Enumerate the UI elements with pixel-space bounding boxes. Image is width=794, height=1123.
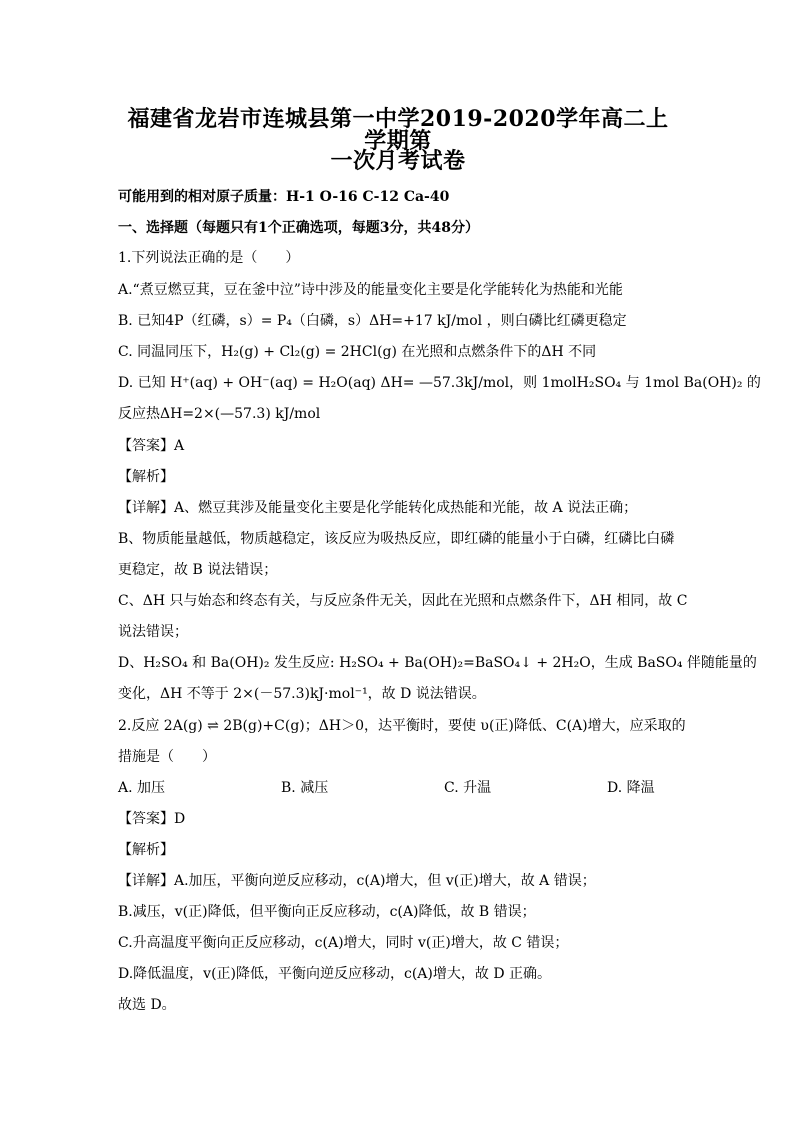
- q2-conclusion: 故选 D。: [118, 997, 176, 1013]
- q1-analysis-label: 【解析】: [118, 469, 174, 485]
- q1-option-b: B. 已知4P（红磷，s）= P₄（白磷，s）ΔH=+17 kJ/mol ，则白磷比红磷更稳定: [118, 313, 627, 329]
- q2-answer: 【答案】D: [118, 811, 186, 827]
- q2-option-a: A. 加压: [118, 780, 166, 796]
- q2-stem-line-2: 措施是（ ）: [118, 749, 216, 765]
- q1-option-c: C. 同温同压下，H₂(g) + Cl₂(g) = 2HCl(g) 在光照和点燃条件下的ΔH 不同: [118, 344, 597, 360]
- q1-detail-4: C、ΔH 只与始态和终态有关，与反应条件无关，因此在光照和点燃条件下，ΔH 相同，故 C: [118, 593, 688, 609]
- q2-detail-1: 【详解】A.加压，平衡向逆反应移动，c(A)增大，但 v(正)增大，故 A 错误；: [118, 873, 596, 889]
- q2-detail-3: C.升高温度平衡向正反应移动，c(A)增大，同时 v(正)增大，故 C 错误；: [118, 935, 569, 951]
- exam-title-line-1: 福建省龙岩市连城县第一中学2019-2020学年高二上学期第: [127, 106, 669, 154]
- q2-detail-2: B.减压，v(正)降低，但平衡向正反应移动，c(A)降低，故 B 错误；: [118, 904, 536, 920]
- q1-detail-3: 更稳定，故 B 说法错误；: [118, 562, 278, 578]
- atomic-mass-note: 可能用到的相对原子质量：H-1 O-16 C-12 Ca-40: [118, 189, 450, 205]
- q2-detail-4: D.降低温度，v(正)降低，平衡向逆反应移动，c(A)增大，故 D 正确。: [118, 966, 552, 982]
- q1-detail-2: B、物质能量越低，物质越稳定，该反应为吸热反应，即红磷的能量小于白磷，红磷比白磷: [118, 531, 675, 547]
- section-heading: 一、选择题（每题只有1个正确选项，每题3分，共48分）: [118, 220, 479, 236]
- exam-title-line-2: 一次月考试卷: [330, 148, 466, 174]
- q2-option-b: B. 减压: [281, 780, 329, 796]
- q1-stem: 1.下列说法正确的是（ ）: [118, 250, 300, 266]
- q1-detail-1: 【详解】A、燃豆萁涉及能量变化主要是化学能转化成热能和光能，故 A 说法正确；: [118, 500, 638, 516]
- q2-option-c: C. 升温: [444, 780, 492, 796]
- q1-detail-6: D、H₂SO₄ 和 Ba(OH)₂ 发生反应: H₂SO₄ + Ba(OH)₂=BaSO₄↓ + 2H₂O，生成 BaSO₄ 伴随能量的: [118, 655, 757, 671]
- q1-option-d-line-1: D. 已知 H⁺(aq) + OH⁻(aq) = H₂O(aq) ΔH= —57.3kJ/mol，则 1molH₂SO₄ 与 1mol Ba(OH)₂ 的: [118, 375, 761, 391]
- q1-option-d-line-2: 反应热ΔH=2×(—57.3) kJ/mol: [118, 406, 321, 422]
- q2-stem-line-1: 2.反应 2A(g) ⇌ 2B(g)+C(g)；ΔH＞0，达平衡时，要使 υ(正)降低、C(A)增大，应采取的: [118, 718, 686, 734]
- q2-option-d: D. 降温: [607, 780, 655, 796]
- q1-option-a: A.“煮豆燃豆萁，豆在釜中泣”诗中涉及的能量变化主要是化学能转化为热能和光能: [118, 282, 623, 298]
- q1-detail-7: 变化，ΔH 不等于 2×(－57.3)kJ·mol⁻¹，故 D 说法错误。: [118, 686, 486, 702]
- q1-answer: 【答案】A: [118, 438, 185, 454]
- q2-analysis-label: 【解析】: [118, 842, 174, 858]
- q2-options-row: [118, 781, 678, 797]
- q1-detail-5: 说法错误；: [118, 624, 188, 640]
